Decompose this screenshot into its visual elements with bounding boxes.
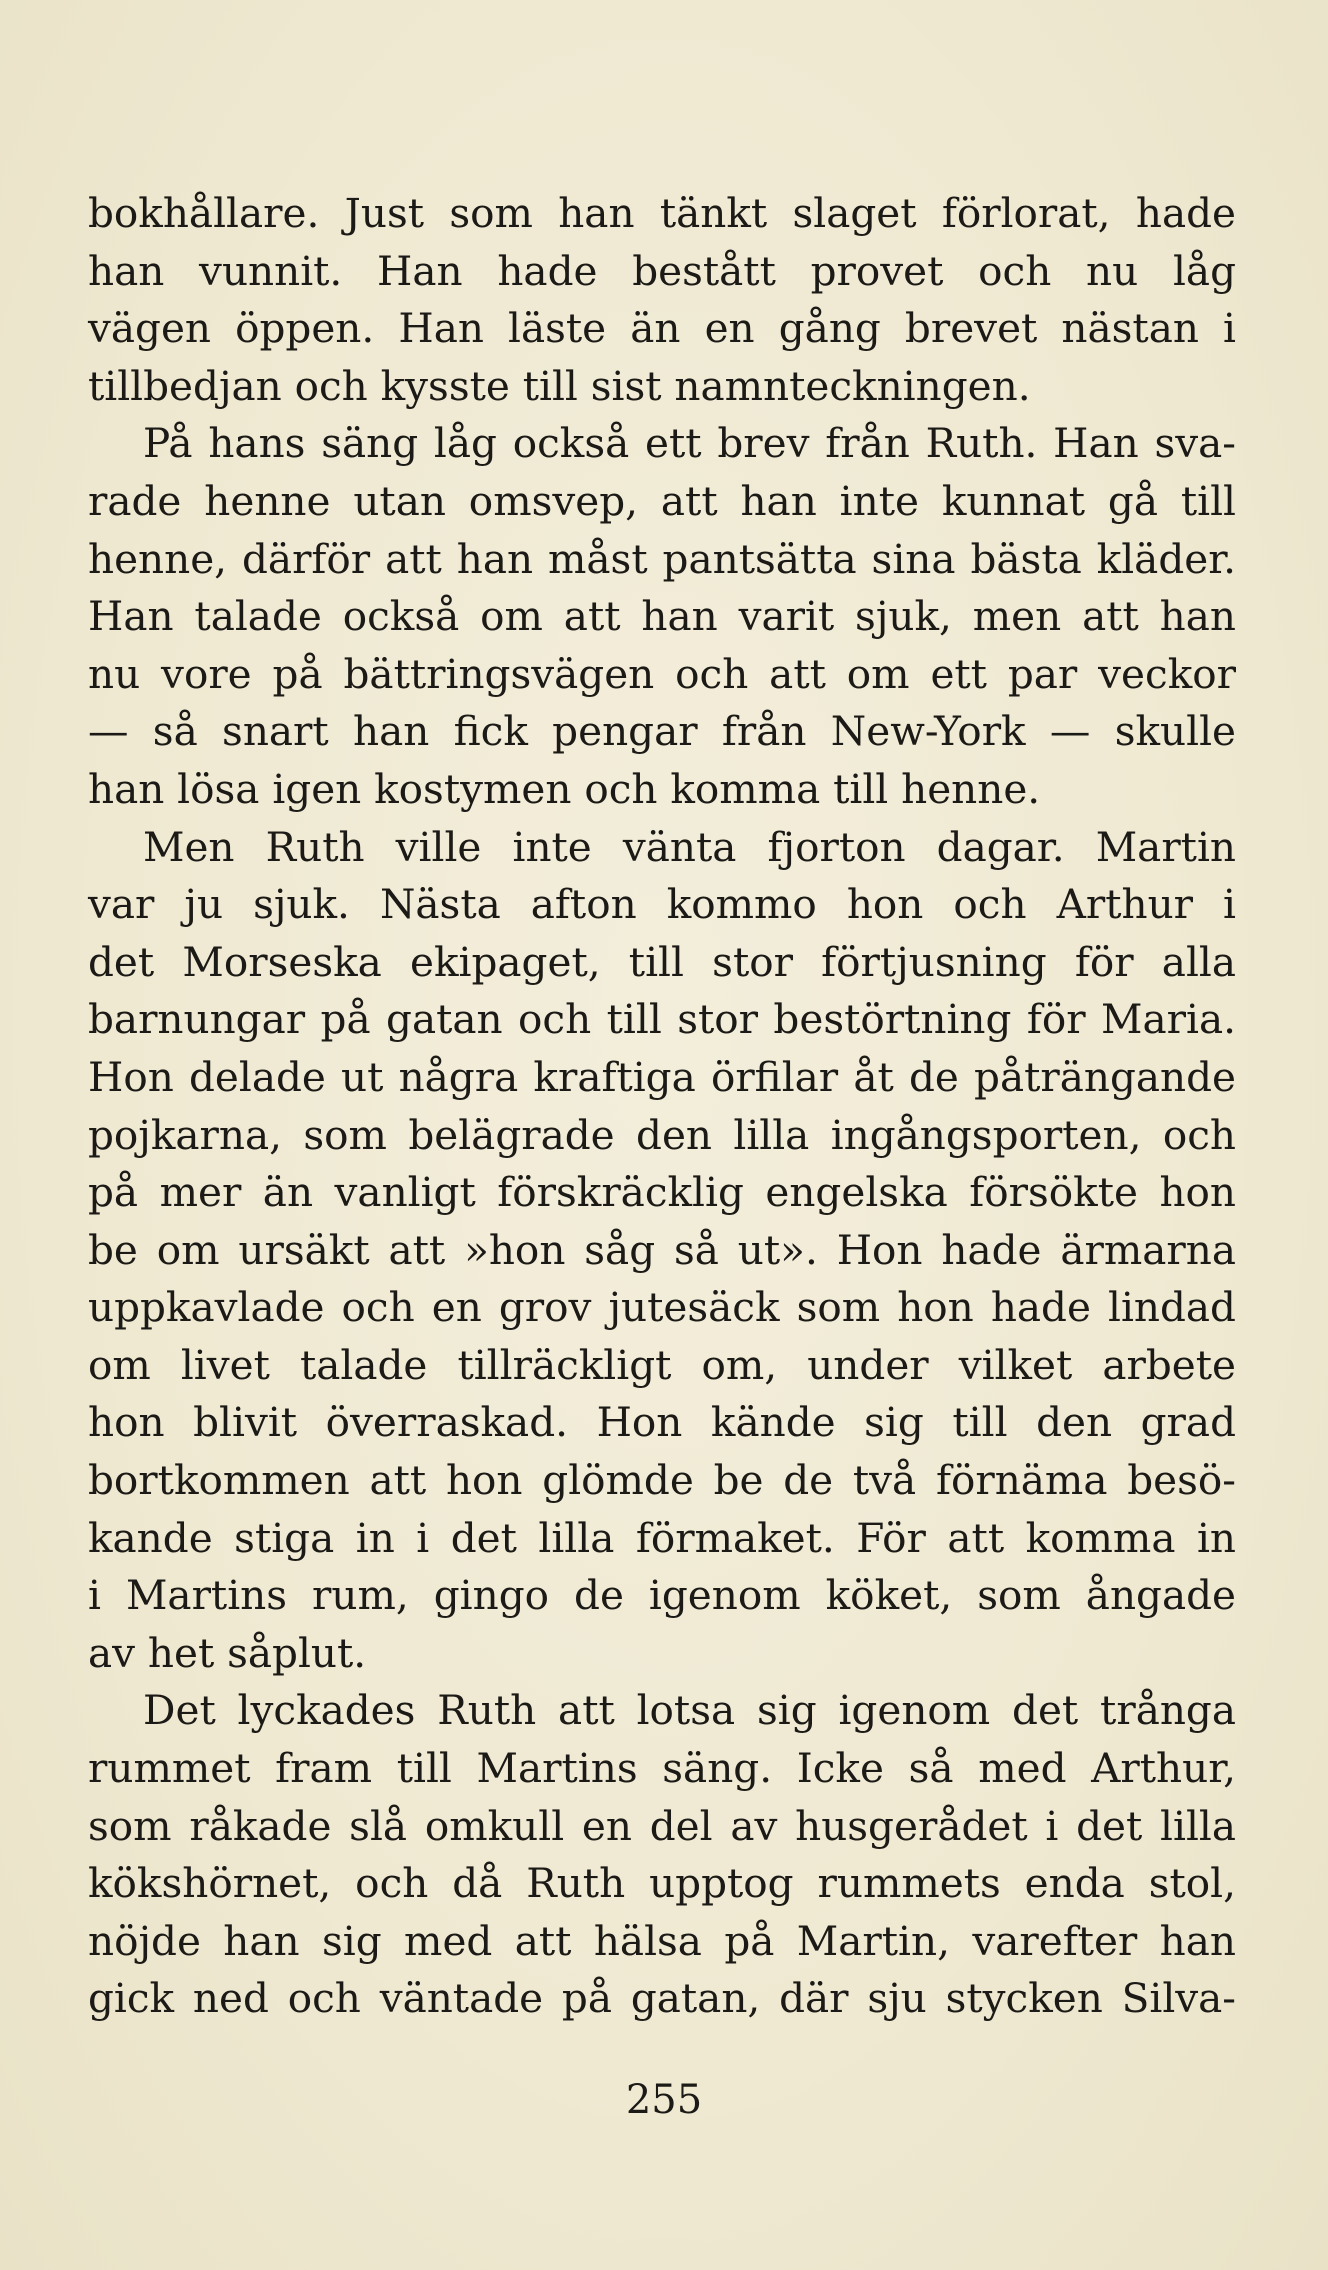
text-line: på mer än vanligt förskräcklig engelska försökte hon: [88, 1168, 1236, 1217]
text-line: kökshörnet, och då Ruth upptog rummets enda stol,: [88, 1859, 1236, 1908]
text-line: henne, därför att han måst pantsätta sina bästa kläder.: [88, 534, 1236, 583]
text-line: han lösa igen kostymen och komma till henne.: [88, 764, 1041, 813]
text-line: hon blivit överraskad. Hon kände sig till den grad: [88, 1398, 1236, 1447]
paragraph-2: [88, 415, 1236, 818]
text-line: nöjde han sig med att hälsa på Martin, varefter han: [88, 1916, 1236, 1965]
text-line: be om ursäkt att »hon såg så ut». Hon hade ärmarna: [88, 1225, 1236, 1274]
text-line: det Morseska ekipaget, till stor förtjusning för alla: [88, 937, 1236, 986]
text-line: han vunnit. Han hade bestått provet och nu låg: [88, 246, 1236, 295]
text-line: Det lyckades Ruth att lotsa sig igenom det trånga: [143, 1686, 1236, 1735]
text-line: uppkavlade och en grov jutesäck som hon hade lindad: [88, 1283, 1236, 1332]
text-line: som råkade slå omkull en del av husgerådet i det lilla: [88, 1801, 1236, 1850]
body-text: [88, 185, 1236, 2028]
text-line: vägen öppen. Han läste än en gång brevet nästan i: [88, 304, 1236, 353]
text-line: bokhållare. Just som han tänkt slaget förlorat, hade: [88, 189, 1236, 237]
text-line: av het såplut.: [88, 1628, 367, 1677]
text-line: — så snart han fick pengar från New-York — skulle: [88, 707, 1236, 756]
text-line: kande stiga in i det lilla förmaket. För att komma in: [88, 1513, 1236, 1562]
text-line: i Martins rum, gingo de igenom köket, som ångade: [88, 1571, 1236, 1620]
text-line: gick ned och väntade på gatan, där sju stycken Silva-: [88, 1974, 1236, 2023]
text-line: Men Ruth ville inte vänta fjorton dagar. Martin: [143, 822, 1236, 871]
text-line: om livet talade tillräckligt om, under vilket arbete: [88, 1340, 1236, 1389]
text-line: barnungar på gatan och till stor bestörtning för Maria.: [88, 995, 1236, 1044]
text-line: rummet fram till Martins säng. Icke så med Arthur,: [88, 1744, 1236, 1793]
text-line: var ju sjuk. Nästa afton kommo hon och Arthur i: [88, 880, 1236, 929]
text-line: Han talade också om att han varit sjuk, men att han: [88, 592, 1236, 641]
text-line: På hans säng låg också ett brev från Ruth. Han sva-: [143, 419, 1236, 468]
text-line: Hon delade ut några kraftiga örfilar åt de påträngande: [88, 1052, 1236, 1101]
paragraph-3: [88, 819, 1236, 1683]
text-line: bortkommen att hon glömde be de två förnäma besö-: [88, 1456, 1236, 1505]
page-number: 255: [625, 2077, 703, 2123]
paragraph-4: [88, 1682, 1236, 2028]
text-line: nu vore på bättringsvägen och att om ett par veckor: [88, 649, 1236, 698]
text-line: rade henne utan omsvep, att han inte kunnat gå till: [88, 476, 1236, 525]
paragraph-1: [88, 185, 1236, 415]
text-line: tillbedjan och kysste till sist namnteckningen.: [88, 361, 1031, 410]
text-line: pojkarna, som belägrade den lilla ingångsporten, och: [88, 1110, 1236, 1159]
